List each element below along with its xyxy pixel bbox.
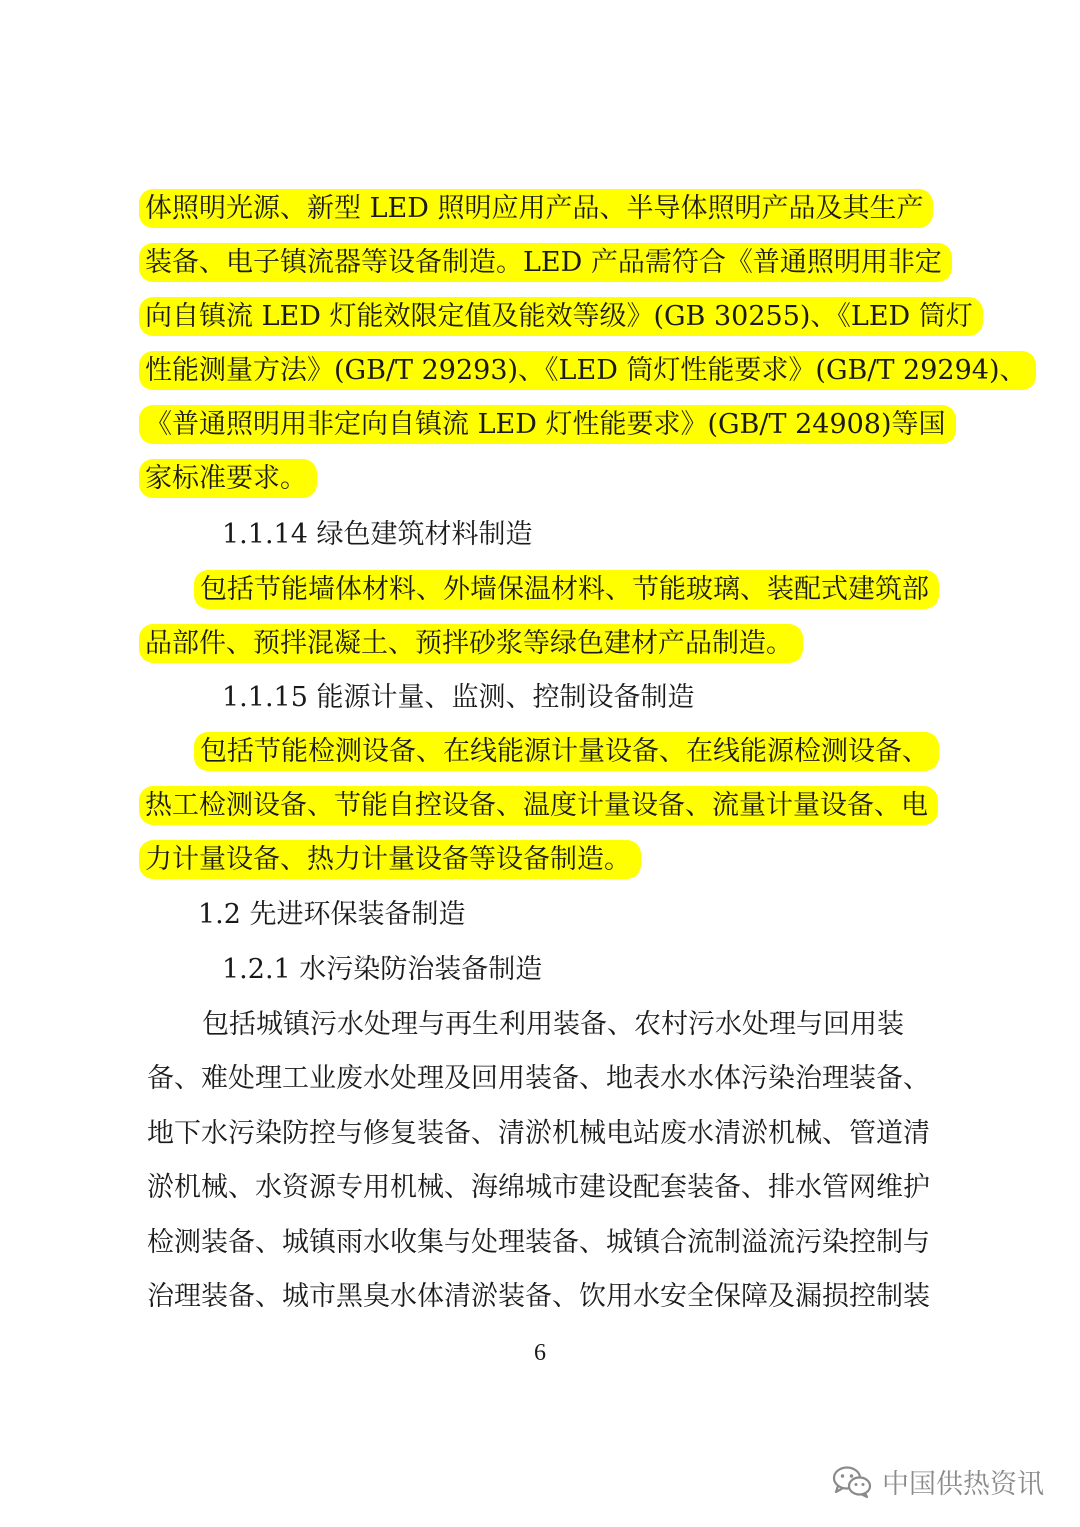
paragraph-line bbox=[202, 563, 939, 617]
highlighted-text: 家标准要求。 bbox=[139, 459, 317, 498]
paragraph-line bbox=[147, 344, 1036, 398]
paragraph-line bbox=[202, 725, 939, 779]
paragraph-line bbox=[147, 779, 938, 833]
watermark bbox=[832, 1462, 1044, 1501]
highlighted-text: 包括节能检测设备、在线能源计量设备、在线能源检测设备、 bbox=[194, 732, 939, 771]
watermark-text: 中国供热资讯 bbox=[882, 1469, 1044, 1500]
paragraph-line: 治理装备、城市黑臭水体清淤装备、饮用水安全保障及漏损控制装 bbox=[147, 1281, 930, 1312]
paragraph-line bbox=[147, 236, 952, 290]
section-heading-1-2-1: 1.2.1 水污染防治装备制造 bbox=[222, 954, 543, 985]
paragraph-line: 淤机械、水资源专用机械、海绵城市建设配套装备、排水管网维护 bbox=[147, 1172, 930, 1203]
highlighted-text: 包括节能墙体材料、外墙保温材料、节能玻璃、装配式建筑部 bbox=[194, 570, 939, 609]
section-heading-1-1-14: 1.1.14 绿色建筑材料制造 bbox=[222, 519, 533, 550]
wechat-icon bbox=[832, 1465, 872, 1499]
section-heading-1-1-15: 1.1.15 能源计量、监测、控制设备制造 bbox=[222, 682, 695, 713]
highlighted-text: 热工检测设备、节能自控设备、温度计量设备、流量计量设备、电 bbox=[139, 786, 938, 825]
paragraph-line bbox=[147, 290, 983, 344]
paragraph-line: 备、难处理工业废水处理及回用装备、地表水水体污染治理装备、 bbox=[147, 1063, 930, 1094]
section-heading-1-2: 1.2 先进环保装备制造 bbox=[198, 899, 466, 930]
page-number: 6 bbox=[534, 1340, 546, 1366]
highlighted-text: 性能测量方法》(GB/T 29293)、《LED 筒灯性能要求》(GB/T 29294)、 bbox=[139, 351, 1036, 390]
paragraph-line: 包括城镇污水处理与再生利用装备、农村污水处理与回用装 bbox=[202, 1009, 904, 1040]
highlighted-text: 装备、电子镇流器等设备制造。LED 产品需符合《普通照明用非定 bbox=[139, 243, 952, 282]
highlighted-text: 体照明光源、新型 LED 照明应用产品、半导体照明产品及其生产 bbox=[139, 189, 933, 228]
highlighted-text: 力计量设备、热力计量设备等设备制造。 bbox=[139, 840, 641, 879]
paragraph-line: 检测装备、城镇雨水收集与处理装备、城镇合流制溢流污染控制与 bbox=[147, 1227, 930, 1258]
paragraph-line bbox=[147, 617, 803, 671]
highlighted-text: 《普通照明用非定向自镇流 LED 灯性能要求》(GB/T 24908)等国 bbox=[139, 405, 956, 444]
paragraph-line bbox=[147, 182, 933, 236]
paragraph-line bbox=[147, 398, 956, 452]
paragraph-line: 地下水污染防控与修复装备、清淤机械电站废水清淤机械、管道清 bbox=[147, 1118, 930, 1149]
paragraph-line bbox=[147, 452, 317, 506]
highlighted-text: 向自镇流 LED 灯能效限定值及能效等级》(GB 30255)、《LED 筒灯 bbox=[139, 297, 983, 336]
highlighted-text: 品部件、预拌混凝土、预拌砂浆等绿色建材产品制造。 bbox=[139, 624, 803, 663]
paragraph-line bbox=[147, 833, 641, 887]
